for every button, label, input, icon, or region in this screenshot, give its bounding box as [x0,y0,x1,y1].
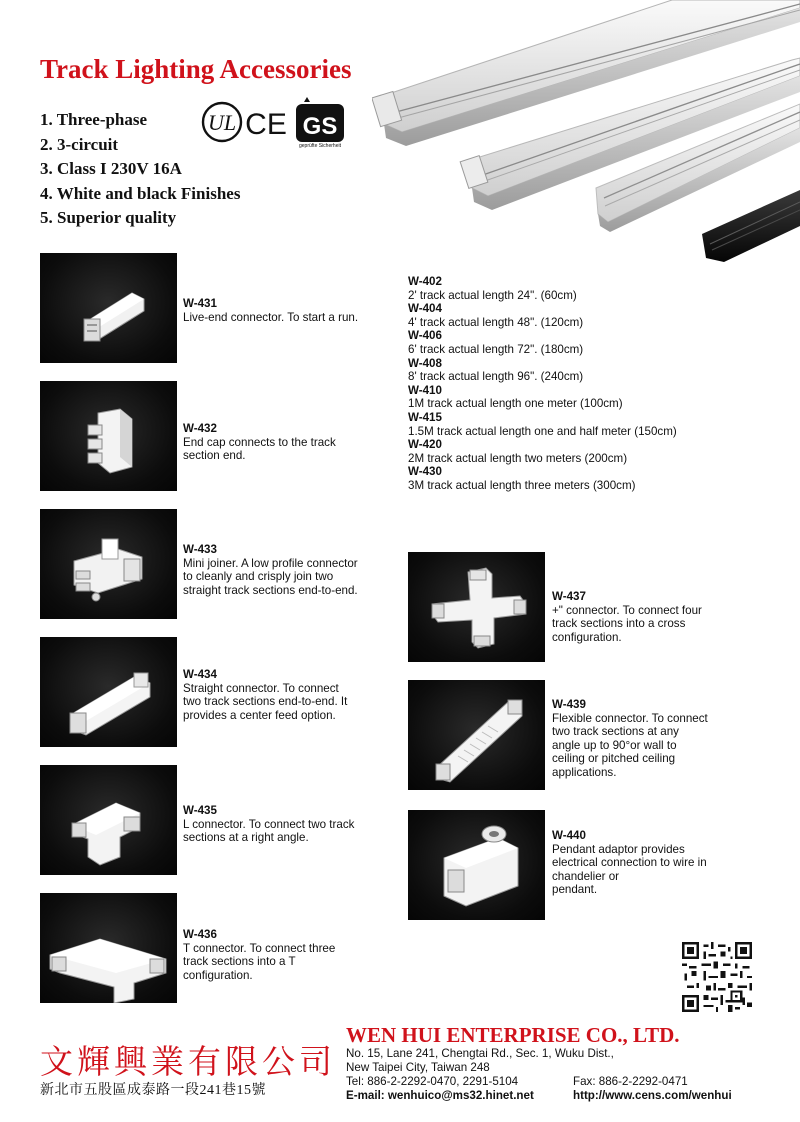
product-code: W-432 [183,422,217,435]
track-code: W-415 [408,410,442,424]
photo-w434 [40,637,177,747]
address-line-2: New Taipei City, Taiwan 248 [346,1061,490,1074]
product-code: W-440 [552,829,586,842]
ul-logo-text: UL [207,110,237,135]
photo-w431 [40,253,177,363]
track-code: W-402 [408,275,442,288]
feature-item: 5. Superior quality [40,208,177,227]
product-w434 [183,668,347,722]
product-description: Straight connector. To connect two track sections end-to-end. It provides a center feed option. [183,681,348,722]
product-w439 [552,698,708,780]
track-item [408,357,677,384]
track-code: W-404 [408,302,442,316]
product-description: Live-end connector. To start a run. [183,310,359,324]
ce-logo [245,108,287,141]
photo-w437 [408,552,545,662]
company-address-chinese: 新北市五股區成泰路一段241巷15號 [40,1083,266,1098]
track-item [408,329,677,356]
product-description: T connector. To connect three track sections into a T configuration. [183,941,336,982]
product-w432 [183,422,336,463]
product-description: Mini joiner. A low profile connector to cleanly and crisply join two straight track sections end-to-end. [183,556,358,597]
product-description: End cap connects to the track section end. [183,435,336,463]
track-description: 8' track actual length 96". (240cm) [408,370,584,384]
feature-item: 2. 3-circuit [40,134,119,154]
product-w435 [183,804,354,845]
product-w440 [552,829,707,897]
photo-w433 [40,509,177,619]
track-item [408,438,677,465]
photo-w432 [40,381,177,491]
track-code: W-420 [408,438,442,452]
ul-logo [203,103,241,141]
track-description: 2' track actual length 24". (60cm) [408,288,577,302]
track-description: 4' track actual length 48". (120cm) [408,315,584,329]
product-w437 [552,590,702,644]
company-name-chinese: 文輝興業有限公司 [40,1045,336,1081]
fax: Fax: 886-2-2292-0471 [573,1075,688,1088]
address-line-1: No. 15, Lane 241, Chengtai Rd., Sec. 1, Wuku Dist., [346,1047,614,1060]
certification-logos [200,96,350,148]
photo-w436 [40,893,177,1003]
gs-logo-small-text: geprüfte Sicherheit [299,143,341,148]
track-description: 6' track actual length 72". (180cm) [408,342,584,356]
page-title: Track Lighting Accessories [40,54,352,84]
product-w431 [183,297,358,324]
website-link[interactable]: http://www.cens.com/wenhui [573,1089,732,1102]
gs-logo-text: GS [302,113,338,140]
track-list [408,275,677,493]
track-description: 1.5M track actual length one and half meter (150cm) [408,424,677,438]
track-item [408,275,677,302]
photo-w439 [408,680,545,790]
product-code: W-434 [183,668,217,681]
feature-item: 3. Class I 230V 16A [40,159,182,178]
track-sections-image [372,0,800,270]
product-code: W-439 [552,698,586,711]
track-description: 2M track actual length two meters (200cm) [408,451,628,465]
product-description: +" connector. To connect four track sections into a cross configuration. [552,603,702,644]
track-description: 1M track actual length one meter (100cm) [408,397,623,411]
product-description: Pendant adaptor provides electrical connection to wire in chandelier or pendant. [552,842,707,897]
feature-item: 1. Three-phase [40,110,148,129]
telephone: Tel: 886-2-2292-0470, 2291-5104 [346,1075,519,1088]
track-code: W-408 [408,356,442,370]
email-link[interactable]: E-mail: wenhuico@ms32.hinet.net [346,1089,534,1102]
product-code: W-437 [552,590,586,603]
product-description: L connector. To connect two track sections at a right angle. [183,817,355,845]
track-item [408,384,677,411]
gs-logo [296,97,344,148]
track-code: W-430 [408,465,442,479]
feature-item: 4. White and black Finishes [40,183,241,203]
track-code: W-410 [408,383,442,397]
product-description: Flexible connector. To connect two track sections at any angle up to 90°or wall to ceiling or pitched ceiling applications. [552,711,708,779]
photo-w435 [40,765,177,875]
qr-code [682,942,752,1012]
track-item [408,465,677,492]
track-item [408,302,677,329]
product-code: W-431 [183,297,217,310]
photo-w440 [408,810,545,920]
product-code: W-435 [183,804,217,817]
company-name-english: WEN HUI ENTERPRISE CO., LTD. [346,1023,680,1047]
track-description: 3M track actual length three meters (300cm) [408,478,636,492]
product-code: W-433 [183,543,217,556]
track-code: W-406 [408,329,442,343]
product-w436 [183,928,335,982]
track-item [408,411,677,438]
ce-logo-text: CE [245,108,287,141]
product-w433 [183,543,358,597]
product-code: W-436 [183,928,217,941]
